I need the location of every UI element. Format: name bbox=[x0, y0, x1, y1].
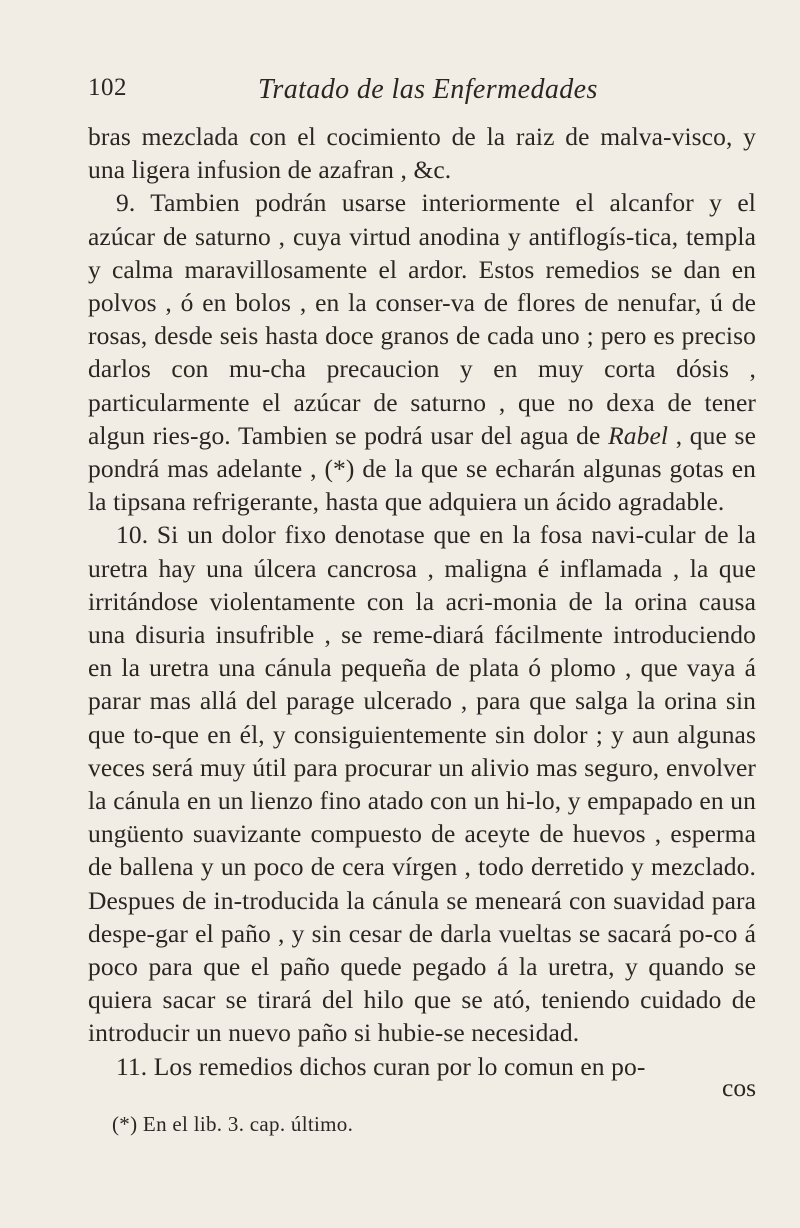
page-header bbox=[88, 74, 738, 110]
page-number: 102 bbox=[88, 74, 127, 101]
paragraph-continuation: bras mezclada con el cocimiento de la raiz de malva-visco, y una ligera infusion de azafran , &c. bbox=[88, 122, 756, 185]
footnote: (*) En el lib. 3. cap. último. bbox=[112, 1112, 354, 1136]
italic-term: Rabel bbox=[608, 420, 669, 450]
body-text bbox=[88, 120, 756, 1083]
paragraph-10: 10. Si un dolor fixo denotase que en la fosa navi-cular de la uretra hay una úlcera cancrosa , maligna é inflamada , la que irritándose violentamente con la acri-monia de la orina causa una disuria insufrible , se reme-diará fácilmente introduciendo en la uretra una cánula pequeña de plata ó plomo , que vaya á parar mas allá del parage ulcerado , para que salga la orina sin que to-que en él, y consiguientemente sin dolor ; y aun algunas veces será muy útil para procurar un alivio mas seguro, envolver la cánula en un lienzo fino atado con un hi-lo, y empapado en un ungüento suavizante compuesto de aceyte de huevos , esperma de ballena y un poco de cera vírgen , todo derretido y mezclado. Despues de in-troducida la cánula se meneará con suavidad para despe-gar el paño , y sin cesar de darla vueltas se sacará po-co á poco para que el paño quede pegado á la uretra, y quando se quiera sacar se tirará del hilo que se ató, teniendo cuidado de introducir un nuevo paño si hubie-se necesidad. bbox=[88, 520, 756, 1048]
paragraph-11: 11. Los remedios dichos curan por lo comun en po- bbox=[116, 1051, 646, 1081]
running-title: Tratado de las Enfermedades bbox=[258, 74, 598, 105]
catchword: cos bbox=[722, 1073, 756, 1102]
paragraph-9 bbox=[88, 186, 756, 518]
paragraph-9-text-end: , que se pondrá mas adelante , (*) de la que se echarán algunas gotas en la tipsana refrigerante, hasta que adquiera un ácido agradable. bbox=[88, 420, 756, 517]
paragraph-9-text: 9. Tambien podrán usarse interiormente el alcanfor y el azúcar de saturno , cuya virtud anodina y antiflogís-tica, templa y calma maravillosamente el ardor. Estos remedios se dan en polvos , ó en bolos , en la conser-va de flores de nenufar, ú de rosas, desde seis hasta doce granos de cada uno ; pero es preciso darlos con mu-cha precaucion y en muy corta dósis , particularmente el azúcar de saturno , que no dexa de tener algun ries-go. Tambien se podrá usar del agua de bbox=[88, 188, 756, 450]
